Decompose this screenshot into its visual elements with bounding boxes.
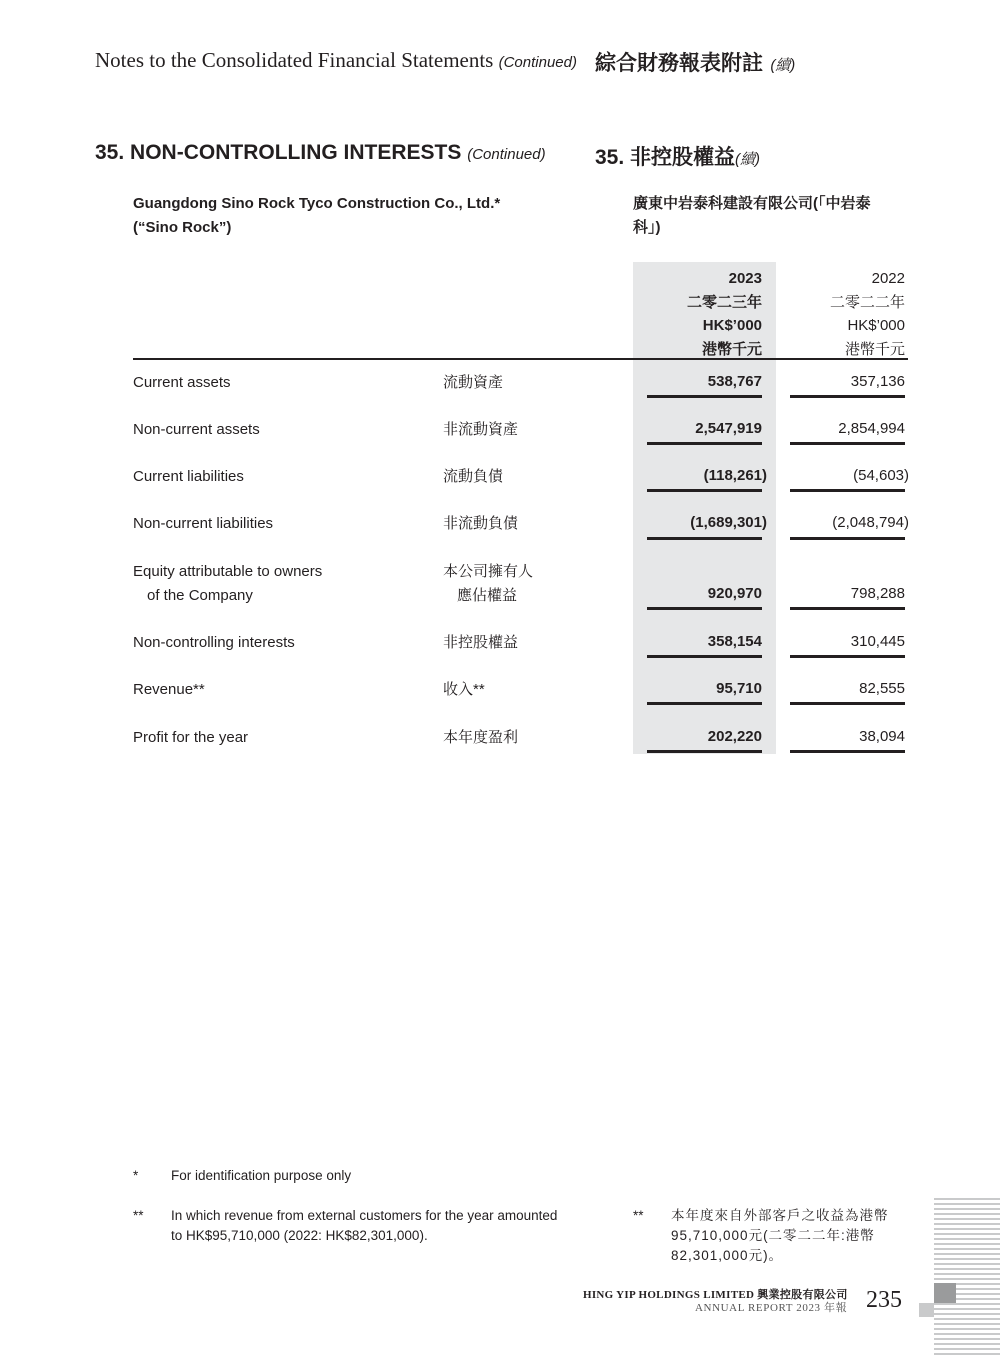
row-label-en: Revenue** (133, 681, 205, 698)
column-unit-zh-2023: 港幣千元 (701, 340, 762, 358)
row-underline-2023 (647, 750, 762, 753)
row-underline-2022 (790, 489, 905, 492)
row-value-2022: 2,854,994 (838, 420, 905, 437)
section-continued-zh: (續) (735, 151, 761, 168)
section-continued-en: (Continued) (467, 146, 546, 163)
subsidiary-name-zh-line1: 廣東中岩泰科建設有限公司(「中岩泰 (633, 195, 871, 212)
row-underline-2022 (790, 702, 905, 705)
row-underline-2023 (647, 395, 762, 398)
footnote-text-double-star (171, 1206, 591, 1246)
row-underline-2022 (790, 750, 905, 753)
row-label-zh: 流動負債 (443, 468, 504, 485)
running-header-zh (595, 47, 795, 77)
row-value-2022: (2,048,794) (832, 514, 909, 531)
row-label-zh (443, 560, 533, 607)
footnote-text-line1: In which revenue from external customers for the year amounted (171, 1208, 558, 1223)
footnote-text-star: For identification purpose only (171, 1168, 352, 1183)
column-unit-2023: HK$’000 (702, 317, 762, 334)
section-number-zh: 35. (595, 146, 625, 169)
row-label-en: Non-current liabilities (133, 515, 274, 532)
subsidiary-name-en-line2: (“Sino Rock”) (133, 219, 232, 236)
row-label-en: Non-controlling interests (133, 634, 295, 651)
row-value-2022: (54,603) (853, 467, 909, 484)
footnote-zh-line3: 82,301,000元)。 (671, 1248, 784, 1263)
row-underline-2022 (790, 607, 905, 610)
row-label-zh-line2: 應佔權益 (457, 586, 518, 604)
row-value-2023: 358,154 (707, 633, 762, 650)
section-number: 35. (95, 141, 125, 164)
footer-report-title: ANNUAL REPORT 2023 年報 (695, 1302, 848, 1314)
header-continued-en: (Continued) (498, 54, 577, 71)
column-year-2022: 2022 (871, 270, 905, 287)
row-label-en: Profit for the year (133, 729, 249, 746)
row-value-2023: 202,220 (707, 728, 762, 745)
row-value-2023: 920,970 (707, 585, 762, 602)
footnote-mark-double-star: ** (133, 1208, 144, 1223)
row-underline-2022 (790, 442, 905, 445)
column-year-2023: 2023 (728, 270, 762, 287)
row-value-2022: 798,288 (850, 585, 905, 602)
column-unit-2022: HK$’000 (847, 317, 905, 334)
section-title-zh: 非控股權益 (630, 146, 736, 169)
row-label-zh: 收入** (443, 681, 485, 698)
row-value-2022: 357,136 (850, 373, 905, 390)
decorative-stripes (934, 1198, 1000, 1357)
row-label-en: Current liabilities (133, 468, 244, 485)
row-value-2022: 38,094 (859, 728, 905, 745)
page-number: 235 (866, 1287, 902, 1313)
row-value-2023: 95,710 (716, 680, 762, 697)
row-underline-2023 (647, 537, 762, 540)
subsidiary-name-zh-line2: 科」) (633, 219, 661, 236)
row-label-en (133, 560, 322, 607)
footnote-mark-star: * (133, 1168, 139, 1183)
row-value-2022: 310,445 (850, 633, 905, 650)
row-label-en: Non-current assets (133, 421, 260, 438)
row-value-2023: 2,547,919 (695, 420, 762, 437)
footnote-zh-line1: 本年度來自外部客戶之收益為港幣 (671, 1208, 889, 1223)
row-underline-2022 (790, 655, 905, 658)
decorative-square-light (919, 1303, 934, 1317)
row-underline-2022 (790, 395, 905, 398)
row-value-2022: 82,555 (859, 680, 905, 697)
column-year-zh-2023: 二零二三年 (686, 293, 762, 311)
footnote-text-double-star-zh (671, 1206, 907, 1266)
row-label-zh: 本年度盈利 (443, 729, 519, 746)
header-title-zh: 綜合財務報表附註 (595, 50, 763, 75)
subsidiary-name-en (133, 192, 553, 240)
header-continued-zh: (續) (770, 57, 796, 74)
column-year-zh-2022: 二零二二年 (829, 293, 905, 311)
column-header-2022 (775, 267, 905, 361)
row-label-zh: 非控股權益 (443, 634, 519, 651)
column-unit-zh-2022: 港幣千元 (844, 340, 905, 358)
row-label-zh: 非流動負債 (443, 515, 519, 532)
section-title-en: NON-CONTROLLING INTERESTS (130, 141, 462, 164)
row-label-en-line1: Equity attributable to owners (133, 563, 323, 580)
row-value-2023: (1,689,301) (690, 514, 767, 531)
running-header-en (95, 48, 577, 73)
column-header-2023 (632, 267, 762, 361)
row-underline-2023 (647, 489, 762, 492)
row-value-2023: (118,261) (703, 467, 767, 484)
footnote-text-line2: to HK$95,710,000 (2022: HK$82,301,000). (171, 1228, 428, 1243)
footnote-mark-double-star-zh: ** (633, 1208, 644, 1223)
row-label-zh: 非流動資產 (443, 421, 519, 438)
row-value-2023: 538,767 (707, 373, 762, 390)
header-rule (133, 358, 908, 360)
row-label-zh: 流動資產 (443, 374, 504, 391)
footer-company-name: HING YIP HOLDINGS LIMITED 興業控股有限公司 (583, 1289, 848, 1301)
row-underline-2022 (790, 537, 905, 540)
row-label-en-line2: of the Company (147, 586, 253, 604)
subsidiary-name-zh (633, 192, 908, 240)
row-underline-2023 (647, 607, 762, 610)
decorative-square-dark (934, 1283, 956, 1303)
row-underline-2023 (647, 442, 762, 445)
subsidiary-name-en-line1: Guangdong Sino Rock Tyco Construction Co., Ltd.* (133, 195, 501, 212)
section-heading-en (95, 141, 546, 165)
footnote-zh-line2: 95,710,000元(二零二二年:港幣 (671, 1228, 875, 1243)
row-underline-2023 (647, 655, 762, 658)
header-title-en: Notes to the Consolidated Financial Statements (95, 48, 494, 72)
row-underline-2023 (647, 702, 762, 705)
row-label-en: Current assets (133, 374, 231, 391)
row-label-zh-line1: 本公司擁有人 (443, 563, 534, 580)
section-heading-zh (595, 141, 760, 171)
